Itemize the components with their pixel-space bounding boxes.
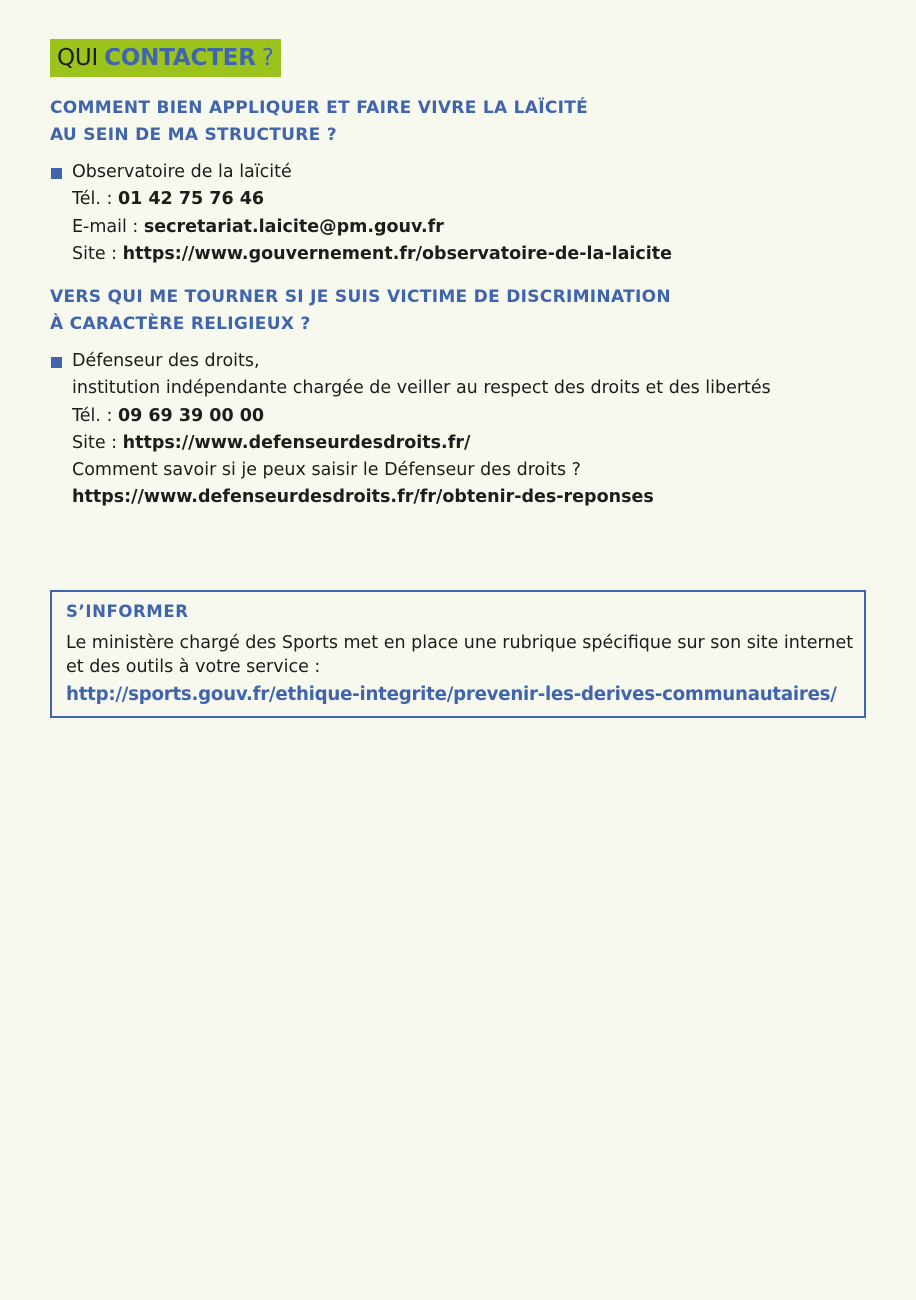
square-bullet-icon [51, 357, 62, 368]
site-label: Site : [72, 432, 123, 453]
section-heading [50, 95, 870, 149]
section-laicite [50, 95, 870, 268]
site-link[interactable]: https://www.defenseurdesdroits.fr/ [122, 432, 471, 453]
contact-name: Observatoire de la laïcité [72, 162, 292, 182]
section-heading-line-1: VERS QUI ME TOURNER SI JE SUIS VICTIME DE DISCRIMINATION [50, 287, 671, 307]
email-link[interactable]: secretariat.laicite@pm.gouv.fr [143, 216, 444, 237]
contact-name: Défenseur des droits, [72, 351, 260, 371]
section-heading-line-2: AU SEIN DE MA STRUCTURE ? [50, 125, 337, 145]
contact-phone [72, 403, 870, 430]
contact-description: institution indépendante chargée de veiller au respect des droits et des libertés [72, 378, 771, 399]
info-box-text: Le ministère chargé des Sports met en place une rubrique spécifique sur son site internet et des outils à votre service : [66, 633, 854, 677]
info-box-heading: S’INFORMER [66, 602, 189, 621]
email-label: E-mail : [72, 216, 144, 237]
contact-entry-defenseur [50, 348, 870, 512]
phone-value[interactable]: 09 69 39 00 00 [117, 405, 265, 426]
section-heading-line-1: COMMENT BIEN APPLIQUER ET FAIRE VIVRE LA LAÏCITÉ [50, 98, 589, 118]
phone-value[interactable]: 01 42 75 76 46 [117, 189, 265, 210]
info-box-link[interactable]: http://sports.gouv.fr/ethique-integrite/prevenir-les-derives-communautaires/ [66, 684, 837, 705]
page-title-part-contacter: CONTACTER [104, 45, 256, 71]
contact-email [72, 214, 870, 241]
contact-entry-observatoire [50, 159, 870, 268]
page-title [50, 39, 281, 77]
question-link[interactable]: https://www.defenseurdesdroits.fr/fr/obtenir-des-reponses [72, 487, 654, 508]
contact-phone [72, 186, 870, 213]
section-heading-line-2: À CARACTÈRE RELIGIEUX ? [50, 314, 311, 334]
page-title-part-qui: QUI [57, 45, 99, 71]
site-link[interactable]: https://www.gouvernement.fr/observatoire-de-la-laicite [122, 243, 672, 264]
page-title-part-question-mark: ? [261, 45, 274, 71]
contact-site [72, 430, 870, 457]
info-box [50, 590, 866, 718]
contact-question: Comment savoir si je peux saisir le Défenseur des droits ? [72, 460, 581, 481]
contact-site [72, 241, 870, 268]
phone-label: Tél. : [72, 189, 118, 210]
site-label: Site : [72, 243, 123, 264]
phone-label: Tél. : [72, 405, 118, 426]
section-discrimination [50, 284, 870, 512]
section-heading [50, 284, 870, 338]
square-bullet-icon [51, 168, 62, 179]
